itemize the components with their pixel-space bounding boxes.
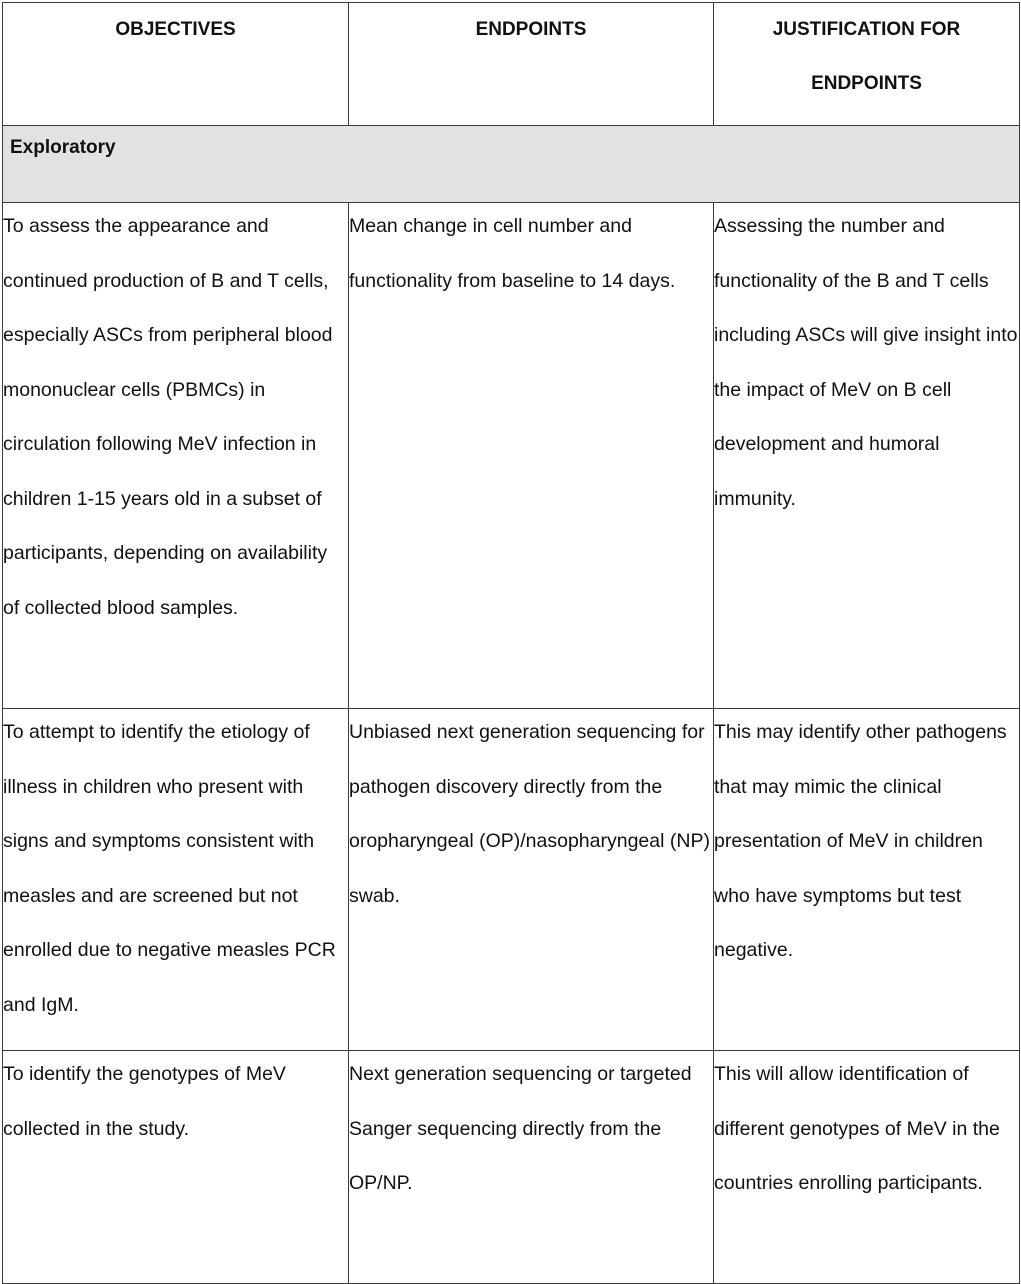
- table-row: [3, 203, 1020, 709]
- justification-cell: [714, 1051, 1020, 1284]
- justification-text: Assessing the number and functionality of the B and T cells including ASCs will give insight into the impact of MeV on B cell development and humoral immunity.: [714, 215, 1018, 510]
- justification-cell: [714, 709, 1020, 1051]
- objective-cell: [3, 203, 349, 709]
- objective-cell: [3, 709, 349, 1051]
- objective-text: To assess the appearance and continued production of B and T cells, especially ASCs from peripheral blood mononuclear cells (PBMCs) in circulation following MeV infection in children 1-15 years old in a subset of participants, depending on availability of collected blood samples.: [3, 215, 333, 619]
- justification-text: This will allow identification of different genotypes of MeV in the countries enrolling participants.: [714, 1063, 1000, 1194]
- objective-cell: [3, 1051, 349, 1284]
- justification-text: This may identify other pathogens that may mimic the clinical presentation of MeV in children who have symptoms but test negative.: [714, 721, 1007, 961]
- endpoint-cell: [349, 709, 714, 1051]
- endpoint-text: Next generation sequencing or targeted Sanger sequencing directly from the OP/NP.: [349, 1063, 692, 1194]
- endpoint-cell: [349, 1051, 714, 1284]
- header-justification-line2: ENDPOINTS: [811, 73, 922, 94]
- justification-cell: [714, 203, 1020, 709]
- endpoint-text: Unbiased next generation sequencing for pathogen discovery directly from the oropharyngeal (OP)/nasopharyngeal (NP) swab.: [349, 721, 710, 907]
- header-endpoints-label: ENDPOINTS: [475, 19, 587, 40]
- header-objectives-label: OBJECTIVES: [115, 19, 236, 40]
- objective-text: To attempt to identify the etiology of illness in children who present with signs and symptoms consistent with measles and are screened but not enrolled due to negative measles PCR and IgM.: [3, 721, 336, 1016]
- header-row: [3, 3, 1020, 126]
- endpoint-cell: [349, 203, 714, 709]
- table-row: [3, 709, 1020, 1051]
- header-justification-line1: JUSTIFICATION FOR: [772, 19, 961, 40]
- header-justification: [714, 3, 1020, 126]
- section-label: Exploratory: [3, 126, 1020, 203]
- header-endpoints: [349, 3, 714, 126]
- header-objectives: [3, 3, 349, 126]
- section-row: [3, 126, 1020, 203]
- endpoint-text: Mean change in cell number and functionality from baseline to 14 days.: [349, 215, 676, 292]
- table-row: [3, 1051, 1020, 1284]
- endpoints-table: [2, 2, 1020, 1284]
- objective-text: To identify the genotypes of MeV collected in the study.: [3, 1063, 286, 1140]
